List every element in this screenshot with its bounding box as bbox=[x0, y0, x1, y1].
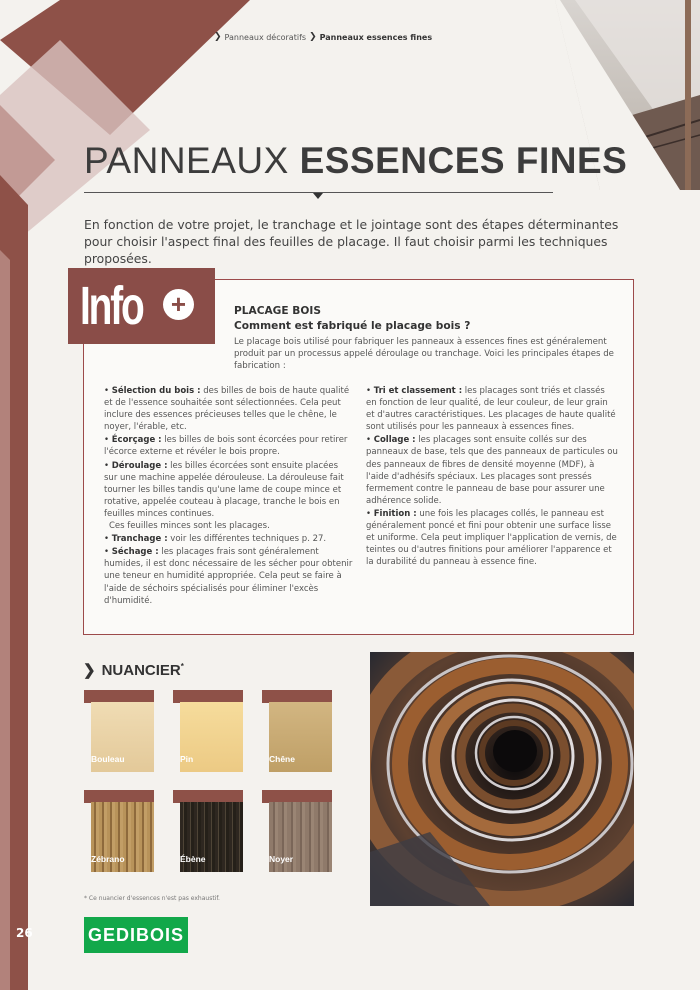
info-heading-question: Comment est fabriqué le placage bois ? bbox=[234, 320, 471, 332]
swatch-bouleau[interactable] bbox=[84, 690, 154, 770]
footnote: * Ce nuancier d'essences n'est pas exhaustif. bbox=[84, 895, 220, 902]
list-item: • Tranchage : voir les différentes techniques p. 27. bbox=[104, 534, 327, 545]
swatch-noyer[interactable] bbox=[262, 790, 332, 870]
info-tag-label: Info bbox=[80, 276, 143, 336]
list-item: • Collage : les placages sont ensuite collés sur des panneaux de base, tels que des panneaux de particules ou des panneaux de fibres de densité moyenne (MDF), à l'aide d'adhésifs spéciaux. Les placages sont pressés fermement contre le panneau de base pour assurer une adhérence solide. bbox=[366, 435, 618, 506]
swatch-ebene[interactable] bbox=[173, 790, 243, 870]
swatch-chene[interactable] bbox=[262, 690, 332, 770]
swatch-label: Bouleau bbox=[91, 754, 125, 764]
list-item: • Finition : une fois les placages collés, le panneau est généralement poncé et fini pour obtenir une surface lisse et uniforme. Cela peut impliquer l'application de vernis, de teintes ou d'autres finitions pour améliorer l'apparence et la durabilité du panneau à essence fine. bbox=[366, 508, 617, 568]
deco-page-edge-light bbox=[0, 250, 10, 990]
info-intro: Le placage bois utilisé pour fabriquer les panneaux à essences fines est généralement produit par un processus appelé déroulage ou tranchage. Voici les principales étapes de fabrication : bbox=[234, 337, 614, 372]
swatch-label: Pin bbox=[180, 754, 194, 764]
page-number: 26 bbox=[16, 926, 33, 940]
swatch-label: Ébène bbox=[180, 854, 206, 864]
info-heading bbox=[234, 304, 470, 334]
chevron-right-icon: ❯ bbox=[83, 662, 96, 679]
chevron-right-icon: ❯ bbox=[214, 32, 222, 42]
info-steps-left bbox=[104, 385, 354, 608]
list-item: • Séchage : les placages frais sont généralement humides, il est donc nécessaire de les sécher pour obtenir une teneur en humidité appropriée. Cela peut se faire à l'aide de séchoirs spécialisés pour éliminer l'excès d'humidité. bbox=[104, 547, 353, 606]
page-title-light: PANNEAUX bbox=[84, 140, 289, 181]
intro-paragraph: En fonction de votre projet, le tranchage et le jointage sont des étapes déterminantes pour choisir l'aspect final des feuilles de placage. Il faut choisir parmi les techniques proposées. bbox=[84, 217, 619, 266]
list-item-continuation: Ces feuilles minces sont les placages. bbox=[109, 521, 270, 532]
swatch-zebrano[interactable] bbox=[84, 790, 154, 870]
spiral-staircase-photo bbox=[370, 652, 634, 906]
info-tag-notch bbox=[200, 268, 215, 306]
info-heading-title: PLACAGE BOIS bbox=[234, 305, 321, 317]
breadcrumb-current: Panneaux essences fines bbox=[319, 32, 433, 42]
list-item: • Déroulage : les billes écorcées sont ensuite placées sur une machine appelée dérouleuse. La dérouleuse fait tourner les billes tandis qu'une lame de coupe mince et rotative, appelée couteau à placage, tranche le bois en feuilles minces continues. bbox=[104, 460, 344, 519]
nuancier-title: NUANCIER* bbox=[101, 661, 184, 679]
spiral-staircase-image bbox=[370, 652, 634, 906]
breadcrumb bbox=[214, 32, 432, 42]
page-title bbox=[84, 140, 627, 182]
nuancier-heading bbox=[83, 661, 184, 679]
caret-down-icon bbox=[313, 193, 323, 199]
info-steps-right bbox=[366, 385, 618, 569]
list-item: • Écorçage : les billes de bois sont écorcées pour retirer l'écorce externe et révéler le bois propre. bbox=[104, 435, 348, 458]
gedibois-logo[interactable]: GEDIBOIS bbox=[84, 917, 188, 953]
chevron-right-icon: ❯ bbox=[309, 32, 317, 42]
swatch-label: Noyer bbox=[269, 854, 294, 864]
list-item: • Sélection du bois : des billes de bois de haute qualité et de l'essence souhaitée sont sélectionnées. Cela peut inclure des essences précieuses telles que le chêne, le noyer, l'érable, etc. bbox=[104, 386, 350, 433]
swatch-label: Chêne bbox=[269, 754, 295, 764]
page-title-bold: ESSENCES FINES bbox=[299, 140, 628, 181]
plus-icon: + bbox=[163, 289, 194, 320]
swatch-pin[interactable] bbox=[173, 690, 243, 770]
swatch-label: Zébrano bbox=[91, 854, 125, 864]
list-item: • Tri et classement : les placages sont triés et classés en fonction de leur qualité, de leur couleur, de leur grain et d'autres caractéristiques. Les placages de haute qualité sont utilisés pour les panneaux à essences fines. bbox=[366, 386, 616, 433]
breadcrumb-parent[interactable]: Panneaux décoratifs bbox=[224, 32, 307, 42]
